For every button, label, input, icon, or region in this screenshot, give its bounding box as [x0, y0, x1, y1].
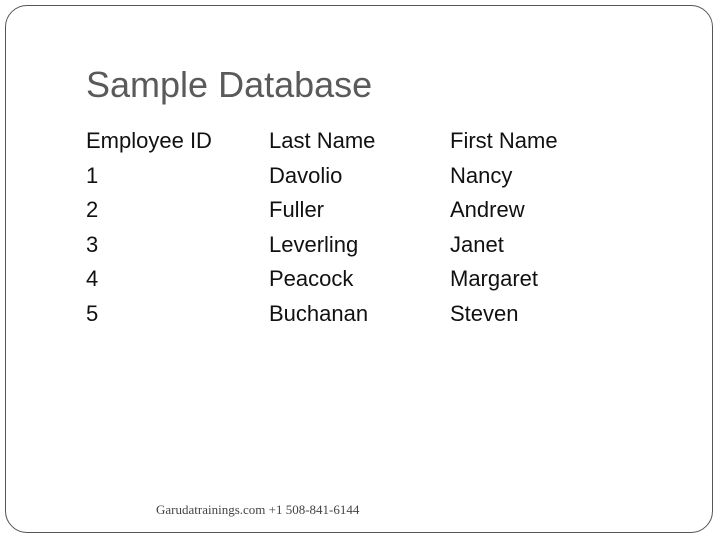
table-cell: Nancy	[450, 162, 513, 188]
employee-id-column	[86, 124, 212, 332]
column-header-last-name: Last Name	[269, 128, 376, 153]
table-cell: Steven	[450, 300, 519, 326]
table-cell: Buchanan	[269, 300, 369, 326]
slide-title: Sample Database	[86, 64, 373, 105]
table-cell: 2	[86, 197, 99, 223]
slide	[5, 5, 713, 533]
table-cell: 3	[86, 231, 99, 257]
table-cell: Andrew	[450, 197, 525, 223]
column-header-employee-id: Employee ID	[86, 128, 212, 153]
table-cell: 4	[86, 266, 99, 292]
slide-footer: Garudatrainings.com +1 508-841-6144	[156, 502, 360, 517]
table-cell: Fuller	[269, 197, 325, 223]
table-cell: Davolio	[269, 162, 343, 188]
table-cell: Margaret	[450, 266, 539, 292]
last-name-column	[269, 124, 375, 332]
column-header-first-name: First Name	[450, 128, 558, 153]
table-cell: 1	[86, 162, 99, 188]
table-cell: Leverling	[269, 231, 359, 257]
table-cell: 5	[86, 300, 99, 326]
first-name-column	[450, 124, 558, 332]
table-cell: Peacock	[269, 266, 354, 292]
table-cell: Janet	[450, 231, 504, 257]
